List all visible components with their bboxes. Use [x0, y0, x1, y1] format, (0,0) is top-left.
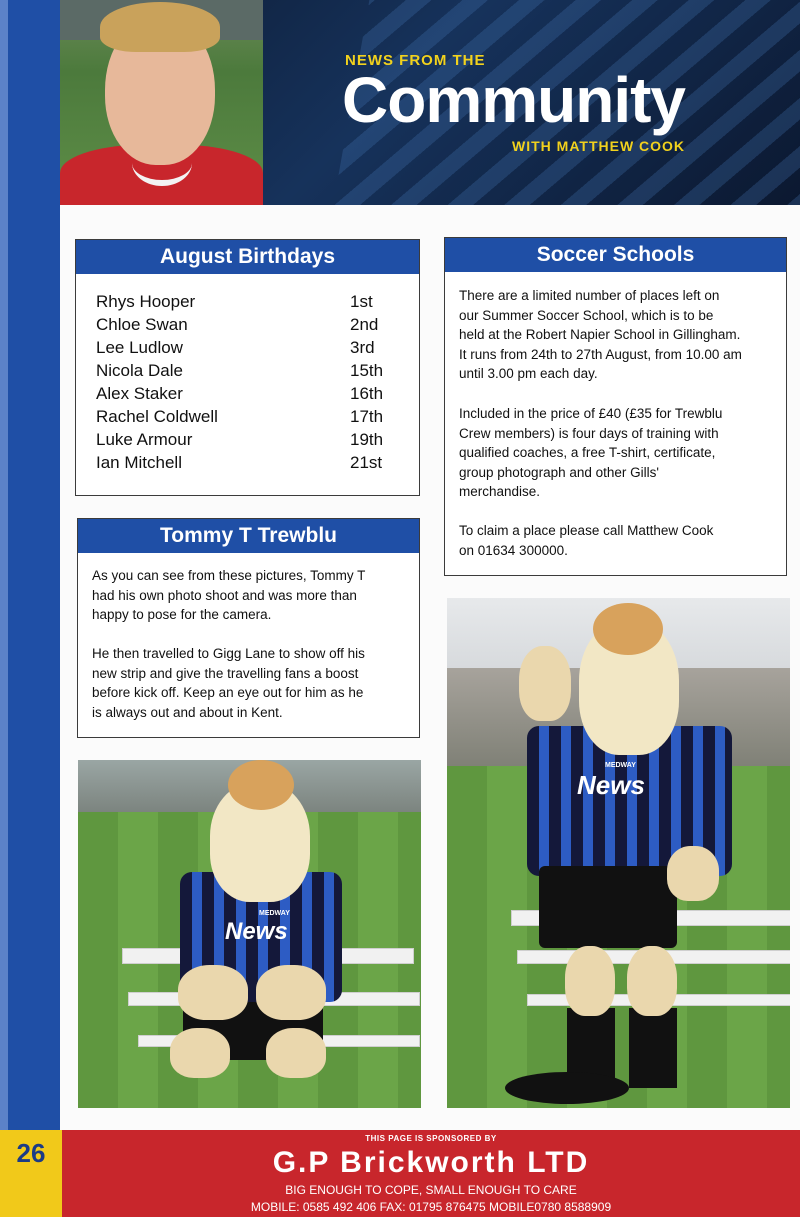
portrait-collar [132, 140, 192, 186]
birthday-date: 15th [350, 361, 384, 380]
sponsor-tagline: BIG ENOUGH TO COPE, SMALL ENOUGH TO CARE [285, 1183, 577, 1197]
birthday-date: 21st [350, 453, 383, 472]
text-line: new strip and give the travelling fans a boost [92, 665, 359, 681]
tommy-trewblu-title: Tommy T Trewblu [78, 519, 419, 553]
text-line: Crew members) is four days of training with [459, 425, 719, 441]
mascot-shorts [539, 866, 677, 948]
soccer-schools-paragraph-1 [459, 286, 742, 384]
birthday-row [96, 384, 389, 407]
text-line: He then travelled to Gigg Lane to show off his [92, 646, 365, 661]
sponsored-by-label: THIS PAGE IS SPONSORED BY [365, 1134, 497, 1143]
soccer-schools-title: Soccer Schools [445, 238, 786, 272]
mascot-right-hand [256, 965, 326, 1020]
birthday-row [96, 453, 389, 476]
mascot-mane [228, 760, 294, 810]
birthday-name: Lee Ludlow [96, 338, 183, 357]
mascot-standing-photo [447, 598, 790, 1108]
birthday-name: Rhys Hooper [96, 292, 196, 311]
mascot-left-hand [178, 965, 248, 1020]
text-line: Included in the price of £40 (£35 for Trewblu [459, 406, 723, 421]
text-line: happy to pose for the camera. [92, 607, 272, 623]
mascot-right-sock [629, 1008, 677, 1088]
birthday-row [96, 430, 389, 453]
page-number: 26 [16, 1138, 46, 1168]
birthday-date: 17th [350, 407, 384, 426]
birthday-row [96, 315, 389, 338]
tommy-paragraph-1 [92, 566, 365, 625]
text-line: held at the Robert Napier School in Gillingham. [459, 327, 741, 343]
sponsor-contact: MOBILE: 0585 492 406 FAX: 01795 876475 MOBILE0780 8588909 [250, 1200, 612, 1214]
page-title: Community [342, 64, 685, 136]
left-strip-highlight [0, 0, 8, 1130]
mascot-right-foot [266, 1028, 326, 1078]
shirt-sponsor-logo: News [225, 918, 288, 945]
soccer-schools-box [444, 237, 787, 576]
birthday-date: 19th [350, 430, 384, 449]
matthew-cook-portrait [60, 0, 263, 205]
header-byline: WITH MATTHEW COOK [512, 138, 686, 154]
birthday-name: Chloe Swan [96, 315, 188, 334]
text-line: To claim a place please call Matthew Cook [459, 523, 714, 538]
mascot-mane [593, 603, 663, 655]
birthday-date: 2nd [350, 315, 379, 334]
soccer-schools-paragraph-2 [459, 404, 722, 502]
mascot-left-foot [170, 1028, 230, 1078]
birthday-row [96, 292, 389, 315]
text-line: is always out and about in Kent. [92, 704, 283, 720]
shirt-sponsor-logo: News [577, 770, 645, 800]
shirt-sponsor-small: MEDWAY [259, 910, 290, 917]
text-line: There are a limited number of places left on [459, 288, 720, 303]
sponsor-company-name: G.P Brickworth LTD [272, 1146, 590, 1179]
tommy-paragraph-2 [92, 644, 365, 722]
mascot-raised-hand [519, 646, 571, 721]
text-line: on 01634 300000. [459, 542, 568, 558]
text-line: As you can see from these pictures, Tommy T [92, 568, 366, 583]
mascot-right-leg [627, 946, 677, 1016]
birthday-row [96, 407, 389, 430]
mascot-lower-hand [667, 846, 719, 901]
text-line: merchandise. [459, 484, 541, 500]
birthday-row [96, 338, 389, 361]
birthday-date: 16th [350, 384, 384, 403]
birthday-name: Alex Staker [96, 384, 183, 403]
shirt-sponsor-small: MEDWAY [605, 762, 636, 769]
birthday-name: Nicola Dale [96, 361, 183, 380]
text-line: It runs from 24th to 27th August, from 10.00 am [459, 346, 742, 362]
text-line: group photograph and other Gills' [459, 464, 659, 480]
portrait-hair [100, 2, 220, 52]
birthday-name: Luke Armour [96, 430, 193, 449]
page-header [60, 0, 800, 205]
text-line: our Summer Soccer School, which is to be [459, 307, 714, 323]
mascot-sitting-photo [78, 760, 421, 1108]
august-birthdays-title: August Birthdays [76, 240, 419, 274]
mascot-left-leg [565, 946, 615, 1016]
text-line: qualified coaches, a free T-shirt, certificate, [459, 445, 716, 461]
august-birthdays-box [75, 239, 420, 496]
header-kicker: NEWS FROM THE [345, 52, 486, 69]
birthday-row [96, 361, 389, 384]
birthday-name: Rachel Coldwell [96, 407, 218, 426]
text-line: until 3.00 pm each day. [459, 366, 598, 382]
left-color-strip [0, 0, 60, 1130]
text-line: had his own photo shoot and was more than [92, 587, 357, 603]
text-line: before kick off. Keep an eye out for him as he [92, 685, 364, 701]
mascot-shoe [505, 1072, 629, 1104]
birthday-date: 3rd [350, 338, 375, 357]
tommy-trewblu-box [77, 518, 420, 738]
birthday-date: 1st [350, 292, 373, 311]
soccer-schools-paragraph-3 [459, 521, 713, 560]
birthday-name: Ian Mitchell [96, 453, 182, 472]
